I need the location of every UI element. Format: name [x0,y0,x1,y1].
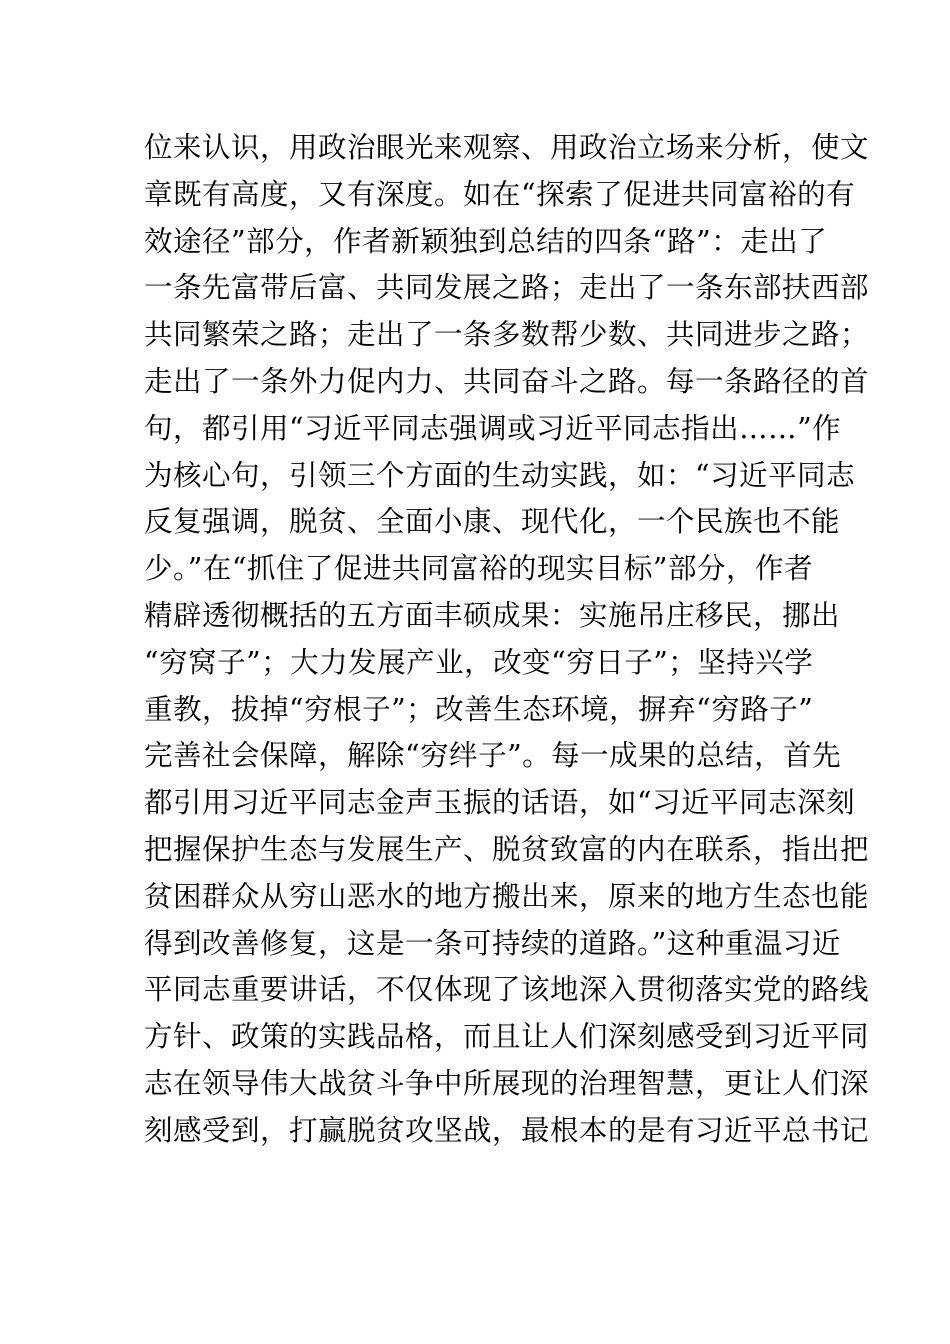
text-line: 位来认识，用政治眼光来观察、用政治立场来分析，使文 [144,131,870,164]
text-line: 少。”在“抓住了促进共同富裕的现实目标”部分，作者 [144,552,813,586]
text-line: 志在领导伟大战贫斗争中所展现的治理智慧，更让人们深 [144,1066,870,1100]
text-line: 句，都引用“习近平同志强调或习近平同志指出……”作 [144,411,842,445]
text-line: “穷窝子”；大力发展产业，改变“穷日子”；坚持兴学 [144,645,814,679]
text-line: 贫困群众从穷山恶水的地方搬出来，原来的地方生态也能 [144,879,870,913]
text-line: 都引用习近平同志金声玉振的话语，如“习近平同志深刻 [144,786,856,820]
text-line: 走出了一条外力促内力、共同奋斗之路。每一条路径的首 [144,364,870,398]
text-line: 反复强调，脱贫、全面小康、现代化，一个民族也不能 [144,505,841,539]
text-line: 一条先富带后富、共同发展之路；走出了一条东部扶西部 [144,271,870,305]
text-line: 重教，拔掉“穷根子”；改善生态环境，摒弃“穷路子” [144,692,814,726]
text-line: 精辟透彻概括的五方面丰硕成果：实施吊庄移民，挪出 [144,598,841,632]
text-line: 得到改善修复，这是一条可持续的道路。”这种重温习近 [144,926,841,960]
body-paragraph [144,125,870,1155]
text-line: 共同繁荣之路；走出了一条多数帮少数、共同进步之路； [144,318,870,352]
text-line: 把握保护生态与发展生产、脱贫致富的内在联系，指出把 [144,832,870,866]
text-line: 效途径”部分，作者新颖独到总结的四条“路”：走出了 [144,224,828,258]
text-line: 章既有高度，又有深度。如在“探索了促进共同富裕的有 [144,177,856,211]
text-line: 为核心句，引领三个方面的生动实践，如：“习近平同志 [144,458,856,492]
text-line: 完善社会保障，解除“穷绊子”。每一成果的总结，首先 [144,739,842,773]
text-line: 刻感受到，打赢脱贫攻坚战，最根本的是有习近平总书记 [144,1113,870,1147]
text-line: 方针、政策的实践品格，而且让人们深刻感受到习近平同 [144,1020,870,1054]
text-line: 平同志重要讲话，不仅体现了该地深入贯彻落实党的路线 [144,973,870,1007]
